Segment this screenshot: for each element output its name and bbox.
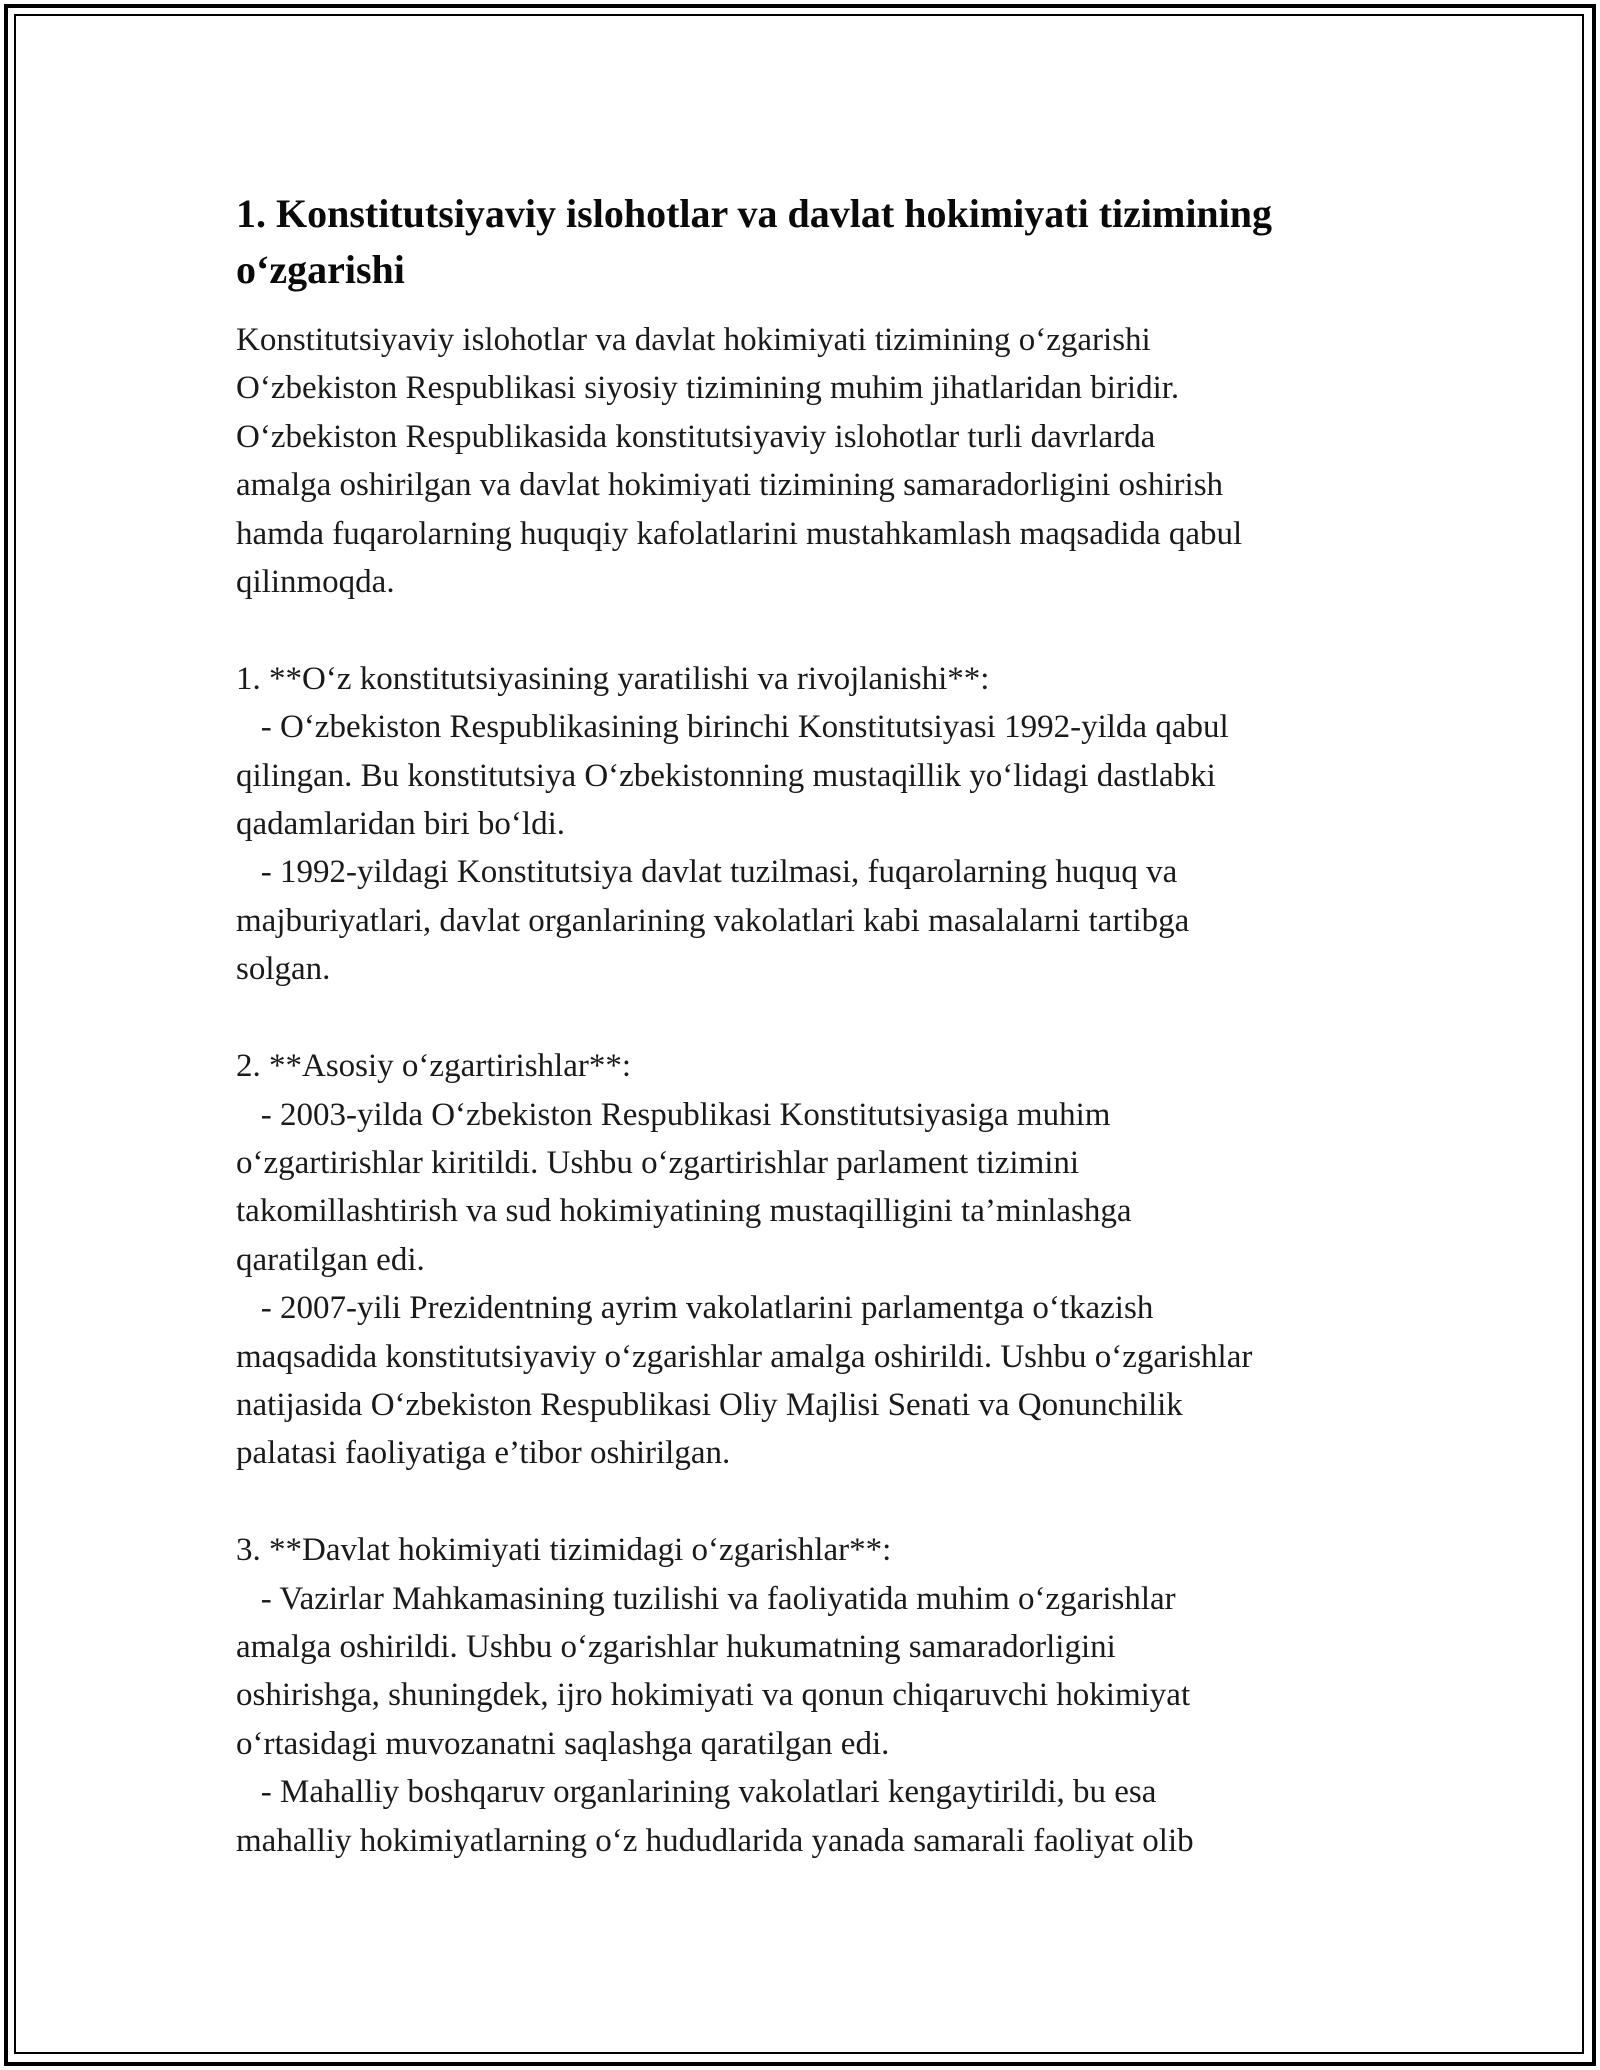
text-line: oshirishga, shuningdek, ijro hokimiyati va qonun chiqaruvchi hokimiyat bbox=[236, 1677, 1191, 1714]
text-line: O‘zbekiston Respublikasida konstitutsiyaviy islohotlar turli davrlarda bbox=[236, 418, 1156, 455]
text-line: 3. **Davlat hokimiyati tizimidagi o‘zgarishlar**: bbox=[236, 1532, 892, 1569]
text-line: 2. **Asosiy o‘zgartirishlar**: bbox=[236, 1048, 632, 1085]
text-line: Konstitutsiyaviy islohotlar va davlat hokimiyati tizimining o‘zgarishi bbox=[236, 322, 1151, 358]
text-line: qadamlaridan biri bo‘ldi. bbox=[236, 806, 565, 843]
text-line: - 2007-yili Prezidentning ayrim vakolatlarini parlamentga o‘tkazish bbox=[236, 1290, 1154, 1327]
text-line: qilinmoqda. bbox=[236, 564, 395, 601]
document-body bbox=[236, 316, 1406, 1865]
text-line: O‘zbekiston Respublikasi siyosiy tizimining muhim jihatlaridan biridir. bbox=[236, 370, 1180, 407]
text-line: - Vazirlar Mahkamasining tuzilishi va faoliyatida muhim o‘zgarishlar bbox=[236, 1580, 1176, 1617]
text-line: - 1992-yildagi Konstitutsiya davlat tuzilmasi, fuqarolarning huquq va bbox=[236, 854, 1178, 891]
text-line: qaratilgan edi. bbox=[236, 1241, 425, 1278]
text-line: amalga oshirildi. Ushbu o‘zgarishlar hukumatning samaradorligini bbox=[236, 1628, 1116, 1665]
document-page bbox=[236, 186, 1406, 1865]
text-line: o‘rtasidagi muvozanatni saqlashga qaratilgan edi. bbox=[236, 1725, 890, 1762]
text-line: - Mahalliy boshqaruv organlarining vakolatlari kengaytirildi, bu esa bbox=[236, 1774, 1157, 1811]
text-line: mahalliy hokimiyatlarning o‘z hududlarida yanada samarali faoliyat olib bbox=[236, 1822, 1194, 1859]
section-heading: 1. Konstitutsiyaviy islohotlar va davlat hokimiyati tizimining o‘zgarishi bbox=[236, 191, 1273, 292]
text-line: o‘zgartirishlar kiritildi. Ushbu o‘zgartirishlar parlament tizimini bbox=[236, 1144, 1080, 1181]
text-line: palatasi faoliyatiga e’tibor oshirilgan. bbox=[236, 1435, 731, 1472]
text-line: - 2003-yilda O‘zbekiston Respublikasi Konstitutsiyasiga muhim bbox=[236, 1096, 1111, 1133]
text-line: takomillashtirish va sud hokimiyatining mustaqilligini ta’minlashga bbox=[236, 1193, 1132, 1230]
text-line: natijasida O‘zbekiston Respublikasi Oliy Majlisi Senati va Qonunchilik bbox=[236, 1386, 1183, 1423]
text-line: - O‘zbekiston Respublikasining birinchi Konstitutsiyasi 1992-yilda qabul bbox=[236, 709, 1229, 746]
text-line: majburiyatlari, davlat organlarining vakolatlari kabi masalalarni tartibga bbox=[236, 902, 1190, 939]
text-line: hamda fuqarolarning huquqiy kafolatlarini mustahkamlash maqsadida qabul bbox=[236, 515, 1243, 552]
blank-line bbox=[236, 1478, 1406, 1526]
text-line: solgan. bbox=[236, 951, 331, 988]
text-line: amalga oshirilgan va davlat hokimiyati tizimining samaradorligini oshirish bbox=[236, 467, 1224, 504]
blank-line bbox=[236, 606, 1406, 654]
text-line: qilingan. Bu konstitutsiya O‘zbekistonning mustaqillik yo‘lidagi dastlabki bbox=[236, 757, 1216, 794]
text-line: maqsadida konstitutsiyaviy o‘zgarishlar amalga oshirildi. Ushbu o‘zgarishlar bbox=[236, 1338, 1253, 1375]
blank-line bbox=[236, 994, 1406, 1042]
text-line: 1. **O‘z konstitutsiyasining yaratilishi va rivojlanishi**: bbox=[236, 660, 990, 697]
